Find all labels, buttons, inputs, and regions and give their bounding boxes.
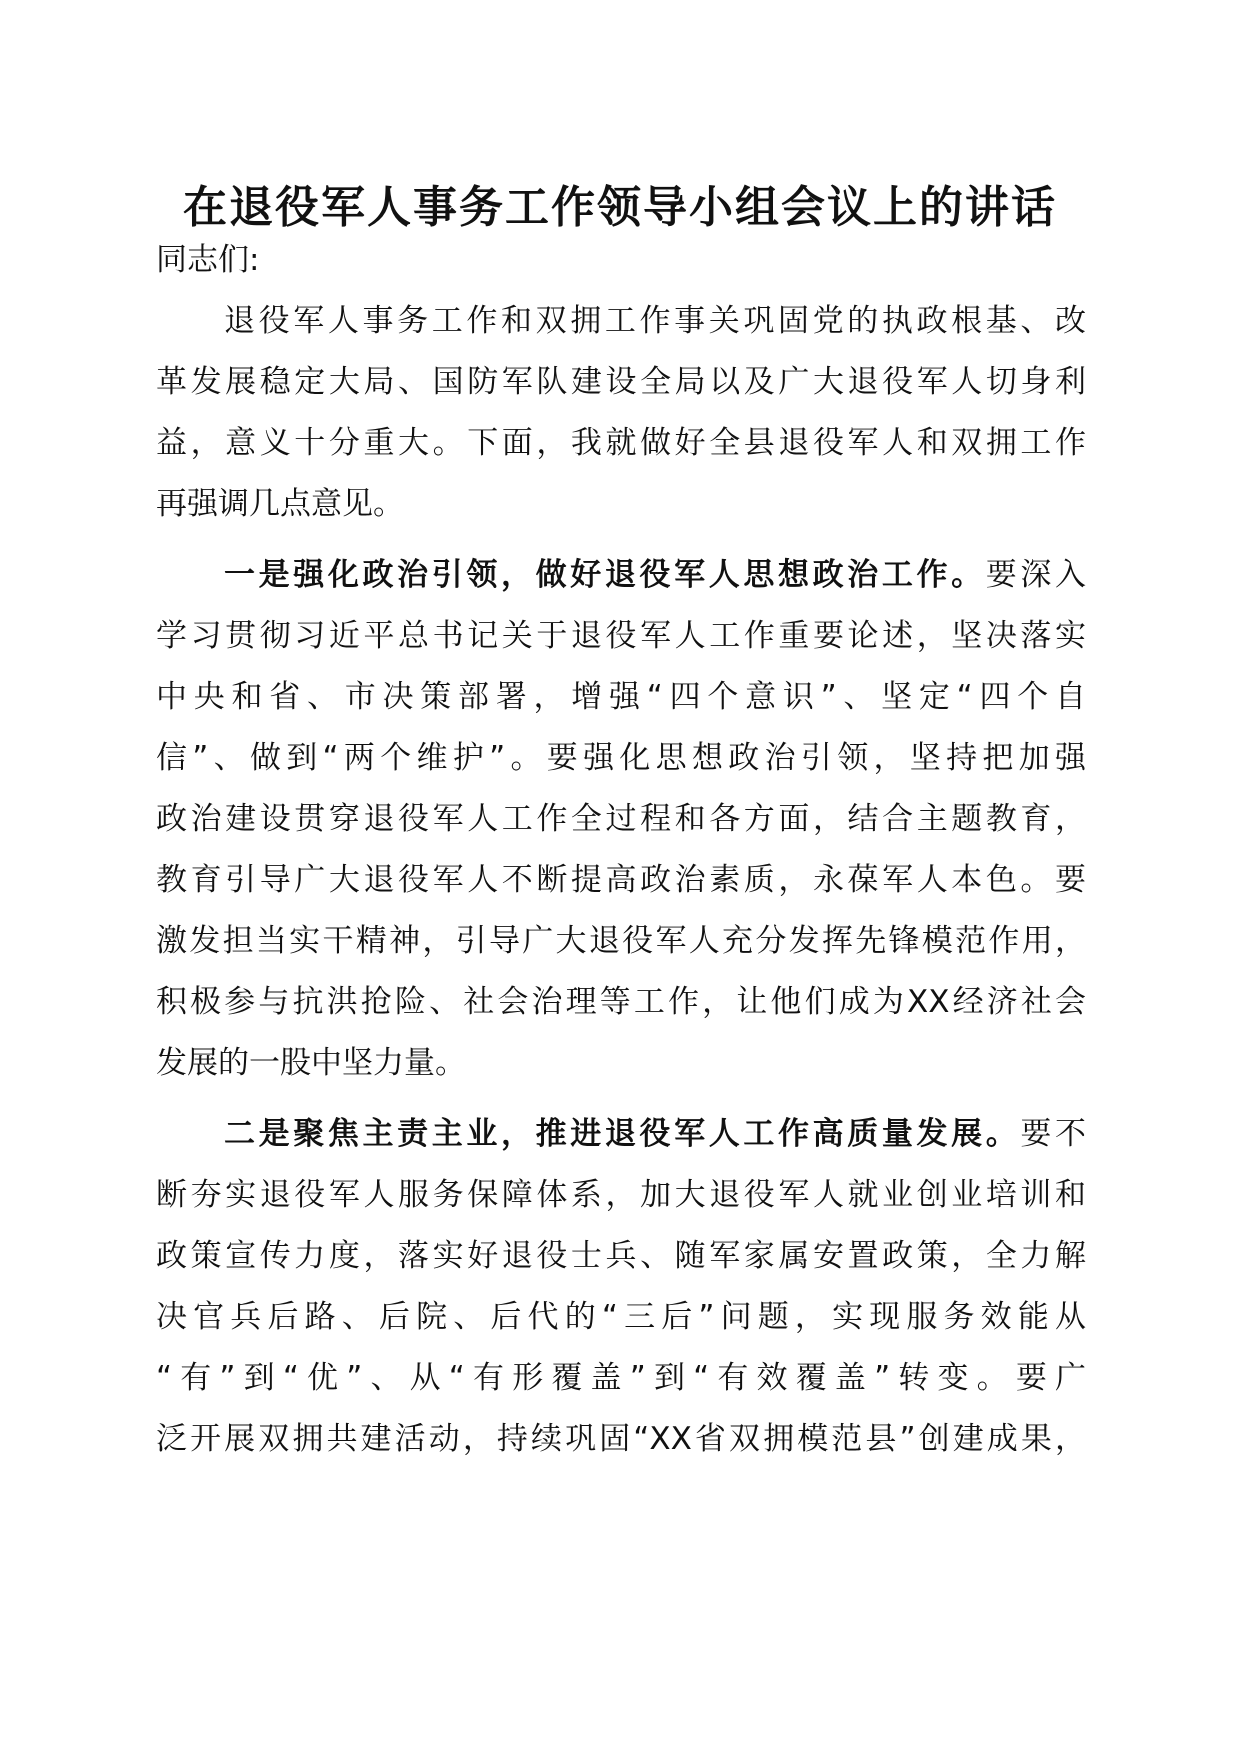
paragraph-line: “有”到“优”、从“有形覆盖”到“有效覆盖”转变。要广 bbox=[156, 1360, 1086, 1396]
paragraph-line: 泛开展双拥共建活动，持续巩固“XX省双拥模范县”创建成果， bbox=[156, 1421, 1086, 1457]
paragraph-first-line bbox=[156, 545, 1086, 606]
paragraph-line: 政治建设贯穿退役军人工作全过程和各方面，结合主题教育， bbox=[156, 801, 1086, 837]
paragraph-line: 发展的一股中坚力量。 bbox=[156, 1045, 466, 1081]
paragraph-first-line bbox=[156, 1104, 1086, 1165]
document-title: 在退役军人事务工作领导小组会议上的讲话 bbox=[183, 182, 1057, 233]
paragraph-line: 退役军人事务工作和双拥工作事关巩固党的执政根基、改 bbox=[224, 303, 1086, 339]
paragraph-intro bbox=[156, 291, 1086, 535]
paragraph-line: 政策宣传力度，落实好退役士兵、随军家属安置政策，全力解 bbox=[156, 1238, 1086, 1274]
paragraph-line-rest: 要深入 bbox=[985, 557, 1086, 593]
paragraph-heading: 一是强化政治引领，做好退役军人思想政治工作。 bbox=[224, 557, 986, 593]
paragraph-line: 断夯实退役军人服务保障体系，加大退役军人就业创业培训和 bbox=[156, 1177, 1086, 1213]
paragraph-line: 益，意义十分重大。下面，我就做好全县退役军人和双拥工作 bbox=[156, 425, 1086, 461]
paragraph-point-two bbox=[156, 1104, 1086, 1470]
paragraph-line: 学习贯彻习近平总书记关于退役军人工作重要论述，坚决落实 bbox=[156, 618, 1086, 654]
paragraph-line: 积极参与抗洪抢险、社会治理等工作，让他们成为XX经济社会 bbox=[156, 984, 1086, 1020]
paragraph-line: 中央和省、市决策部署，增强“四个意识”、坚定“四个自 bbox=[156, 679, 1086, 715]
paragraph-line: 革发展稳定大局、国防军队建设全局以及广大退役军人切身利 bbox=[156, 364, 1086, 400]
paragraph-line: 激发担当实干精神，引导广大退役军人充分发挥先锋模范作用， bbox=[156, 923, 1086, 959]
paragraph-line: 教育引导广大退役军人不断提高政治素质，永葆军人本色。要 bbox=[156, 862, 1086, 898]
paragraph-point-one bbox=[156, 545, 1086, 1094]
paragraph-line: 信”、做到“两个维护”。要强化思想政治引领，坚持把加强 bbox=[156, 740, 1086, 776]
paragraph-line: 决官兵后路、后院、后代的“三后”问题，实现服务效能从 bbox=[156, 1299, 1086, 1335]
salutation: 同志们: bbox=[156, 242, 260, 278]
paragraph-line: 再强调几点意见。 bbox=[156, 486, 404, 522]
paragraph-line-rest: 要不 bbox=[1020, 1116, 1086, 1152]
paragraph-heading: 二是聚焦主责主业，推进退役军人工作高质量发展。 bbox=[224, 1116, 1021, 1152]
